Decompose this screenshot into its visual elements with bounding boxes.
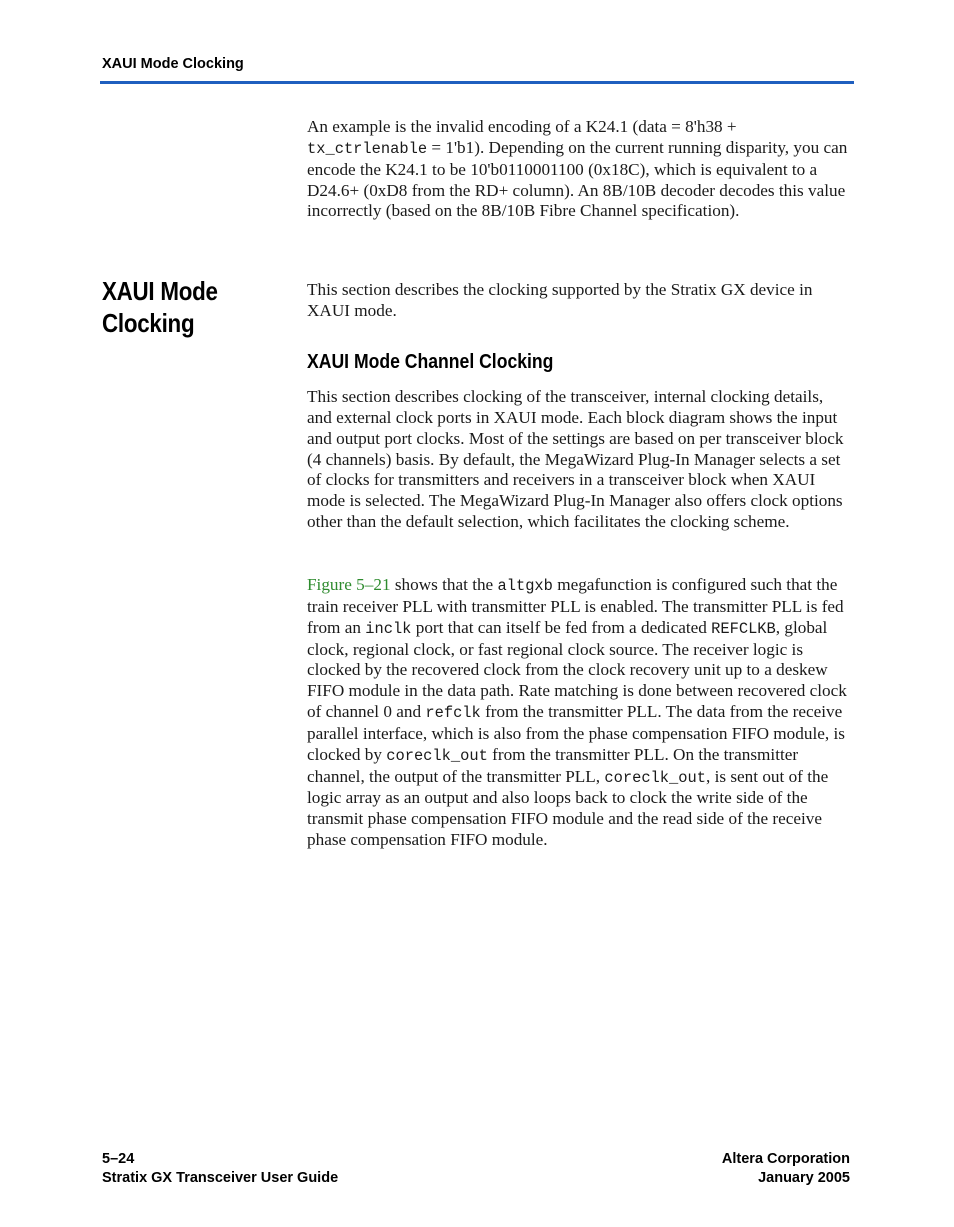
- header-rule: [100, 81, 854, 84]
- channel-clocking-paragraph-1: This section describes clocking of the transceiver, internal clocking details, and external clock ports in XAUI mode. Each block diagram shows the input and output port clocks. Most of the settings are based on per transceiver block (4 channels) basis. By default, the MegaWizard Plug-In Manager selects a set of clocks for transmitters and receivers in a transceiver block when XAUI mode is selected. The MegaWizard Plug-In Manager also offers clock options other than the default selection, which facilitates the clocking scheme.: [307, 387, 844, 532]
- footer-right: [722, 1150, 850, 1187]
- code-coreclk-out-1: coreclk_out: [386, 746, 488, 765]
- p2-text-3: port that can itself be fed from a dedicated: [411, 617, 712, 637]
- code-tx-ctrlenable: tx_ctrlenable: [307, 139, 428, 158]
- section-heading: [102, 275, 218, 339]
- running-header-title: XAUI Mode Clocking: [102, 56, 244, 72]
- intro-paragraph: [307, 117, 852, 222]
- code-refclkb: REFCLKB: [711, 619, 776, 638]
- intro-text-2: = 1'b1). Depending on the current running disparity, you can encode the K24.1 to be 10'b0110001100 (0x18C), which is equivalent to a D24.6+ (0xD8 from the RD+ column). An 8B/10B decoder decodes this value incorrectly (based on the 8B/10B Fibre Channel specification).: [307, 137, 848, 221]
- code-inclk: inclk: [365, 619, 412, 638]
- footer-left: [102, 1150, 338, 1187]
- subsection-heading: XAUI Mode Channel Clocking: [307, 351, 554, 373]
- p2-text-7: , is sent out of the logic array as an output and also loops back to clock the write side of the transmit phase compensation FIFO module and the read side of the receive phase compensation FIFO module.: [307, 766, 829, 850]
- p2-text-6: from the transmitter PLL. On the transmitter channel, the output of the transmitter PLL,: [307, 744, 799, 786]
- publication-date: January 2005: [758, 1169, 850, 1186]
- code-coreclk-out-2: coreclk_out: [604, 768, 706, 787]
- book-title: Stratix GX Transceiver User Guide: [102, 1169, 339, 1186]
- page-number: 5–24: [102, 1151, 135, 1167]
- figure-5-21-link[interactable]: Figure 5–21: [307, 575, 391, 594]
- p2-text-5: from the transmitter PLL. The data from the receive parallel interface, which is also from the phase compensation FIFO module, is clocked by: [307, 702, 845, 764]
- section-intro-paragraph: This section describes the clocking supported by the Stratix GX device in XAUI mode.: [307, 280, 813, 320]
- intro-text-1: An example is the invalid encoding of a K24.1 (data = 8'h38 +: [307, 117, 737, 136]
- p2-text-2: megafunction is configured such that the train receiver PLL with transmitter PLL is enabled. The transmitter PLL is fed from an: [307, 575, 844, 637]
- code-altgxb: altgxb: [497, 577, 553, 595]
- code-refclk: refclk: [425, 704, 481, 723]
- section-heading-line2: Clocking: [102, 308, 195, 338]
- channel-clocking-paragraph-2: [307, 575, 852, 851]
- company-name: Altera Corporation: [721, 1151, 850, 1167]
- section-heading-line1: XAUI Mode: [102, 276, 218, 306]
- p2-text-4: , global clock, regional clock, or fast regional clock source. The receiver logic is clocked by the recovered clock from the clock recovery unit up to a deskew FIFO module in the data path. Rate matching is done between recovered clock of channel 0 and: [307, 617, 847, 722]
- p2-text-1: shows that the: [390, 575, 498, 594]
